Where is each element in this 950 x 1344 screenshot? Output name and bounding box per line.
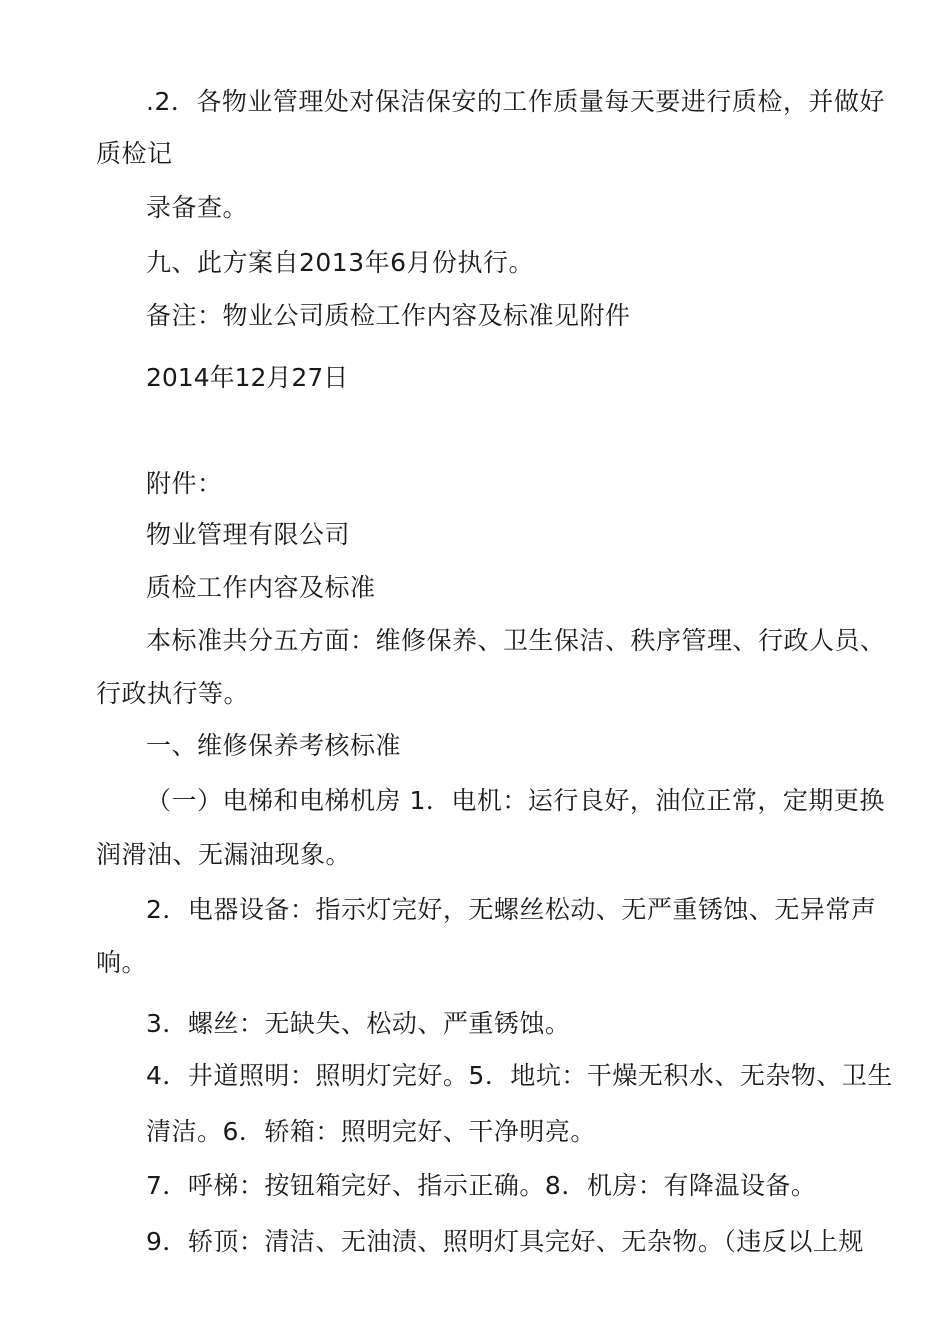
paragraph-line: 九、此方案自2013年6月份执行。	[146, 248, 535, 277]
paragraph-line: 2．电器设备：指示灯完好，无螺丝松动、无严重锈蚀、无异常声	[146, 895, 877, 924]
paragraph-line: 润滑油、无漏油现象。	[96, 840, 352, 869]
paragraph-line: 3．螺丝：无缺失、松动、严重锈蚀。	[146, 1009, 571, 1038]
company-name: 物业管理有限公司	[146, 520, 351, 549]
attachment-heading: 附件：	[146, 469, 223, 498]
paragraph-line: 7．呼梯：按钮箱完好、指示正确。8．机房：有降温设备。	[146, 1171, 817, 1200]
paragraph-line: 备注：物业公司质检工作内容及标准见附件	[146, 301, 631, 330]
section-heading: 一、维修保养考核标准	[146, 731, 402, 760]
document-title: 质检工作内容及标准	[146, 573, 376, 602]
date-line: 2014年12月27日	[146, 363, 349, 392]
paragraph-line: （一）电梯和电梯机房 1．电机：运行良好，油位正常，定期更换	[146, 786, 885, 815]
paragraph-line: 9．轿顶：清洁、无油渍、照明灯具完好、无杂物。（违反以上规	[146, 1227, 864, 1256]
paragraph-line: 本标准共分五方面：维修保养、卫生保洁、秩序管理、行政人员、	[146, 626, 886, 655]
paragraph-line: .2．各物业管理处对保洁保安的工作质量每天要进行质检，并做好	[146, 87, 885, 116]
paragraph-line: 录备查。	[146, 193, 249, 222]
paragraph-line: 行政执行等。	[96, 679, 250, 708]
paragraph-line: 质检记	[96, 139, 173, 168]
paragraph-line: 清洁。6．轿箱：照明完好、干净明亮。	[146, 1117, 596, 1146]
paragraph-line: 4．井道照明：照明灯完好。5．地坑：干燥无积水、无杂物、卫生	[146, 1061, 893, 1090]
paragraph-line: 响。	[96, 948, 148, 977]
